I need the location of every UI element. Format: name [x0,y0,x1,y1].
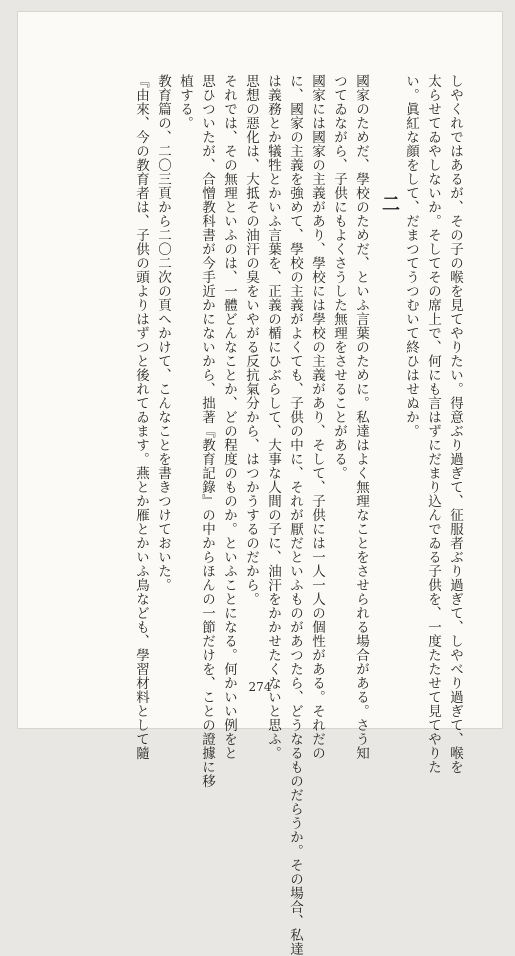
text-line: 『由來、今の教育者は、子供の頭よりはずつと後れてゐます。燕とか雁とかいふ鳥なども、學習材料として隨 [133,74,149,760]
text-line: 教育篇の、二〇三頁から二〇二次の頁へかけて、こんなことを書きつけておいた。 [155,74,171,592]
text-line: に、國家の主義を強めて、學校の主義がよくても、子供の中に、それが厭だといふものがあつたら、どうなるものだらうか。その場合、私達 [287,74,303,956]
text-line: 太らせてゐやしないか。そしてその席上で、何にも言はずにだまり込んでゐる子供を、一度たたせて見てやりた [425,74,441,774]
text-line: それでは、その無理といふのは、一體どんなことか、どの程度のものか。といふことになる。何かいい例をと [221,74,237,760]
text-line: は義務とか犠牲とかいふ言葉を、正義の楯にひぶらして、大事な人間の子に、油汗をかかせたくないと思ふ。 [265,74,281,760]
section-number: 二 [379,194,400,212]
text-line: つてゐながら、子供にもよくさうした無理をさせることがある。 [331,74,347,480]
text-line: 思ひついたが、合憎教科書が今手近かにないから、拙著『教育記錄』の中からほんの一節だけを、ことの證據に移 [199,74,215,788]
text-line: しやくれではあるが、その子の喉を見てやりたい。得意ぶり過ぎて、征服者ぶり過ぎて、しやべり過ぎて、喉を [447,74,463,774]
text-line: 思想の惡化は、大抵その油汗の臭をいやがる反抗氣分から、はつかうするのだから。 [243,74,259,606]
text-line: い。眞紅な顔をして、だまつてうつむいて終ひはせぬか。 [403,74,419,438]
text-line: 國家のためだ、學校のためだ、といふ言葉のために。私達はよく無理なことをさせられる場合がある。さう知 [353,74,369,760]
page-number: 274 [248,680,272,694]
book-page [18,12,502,956]
text-line: 植する。 [177,74,193,130]
text-line: 國家には國家の主義があり、學校には學校の主義があり、そして、子供には一人一人の個性がある。それだの [309,74,325,760]
